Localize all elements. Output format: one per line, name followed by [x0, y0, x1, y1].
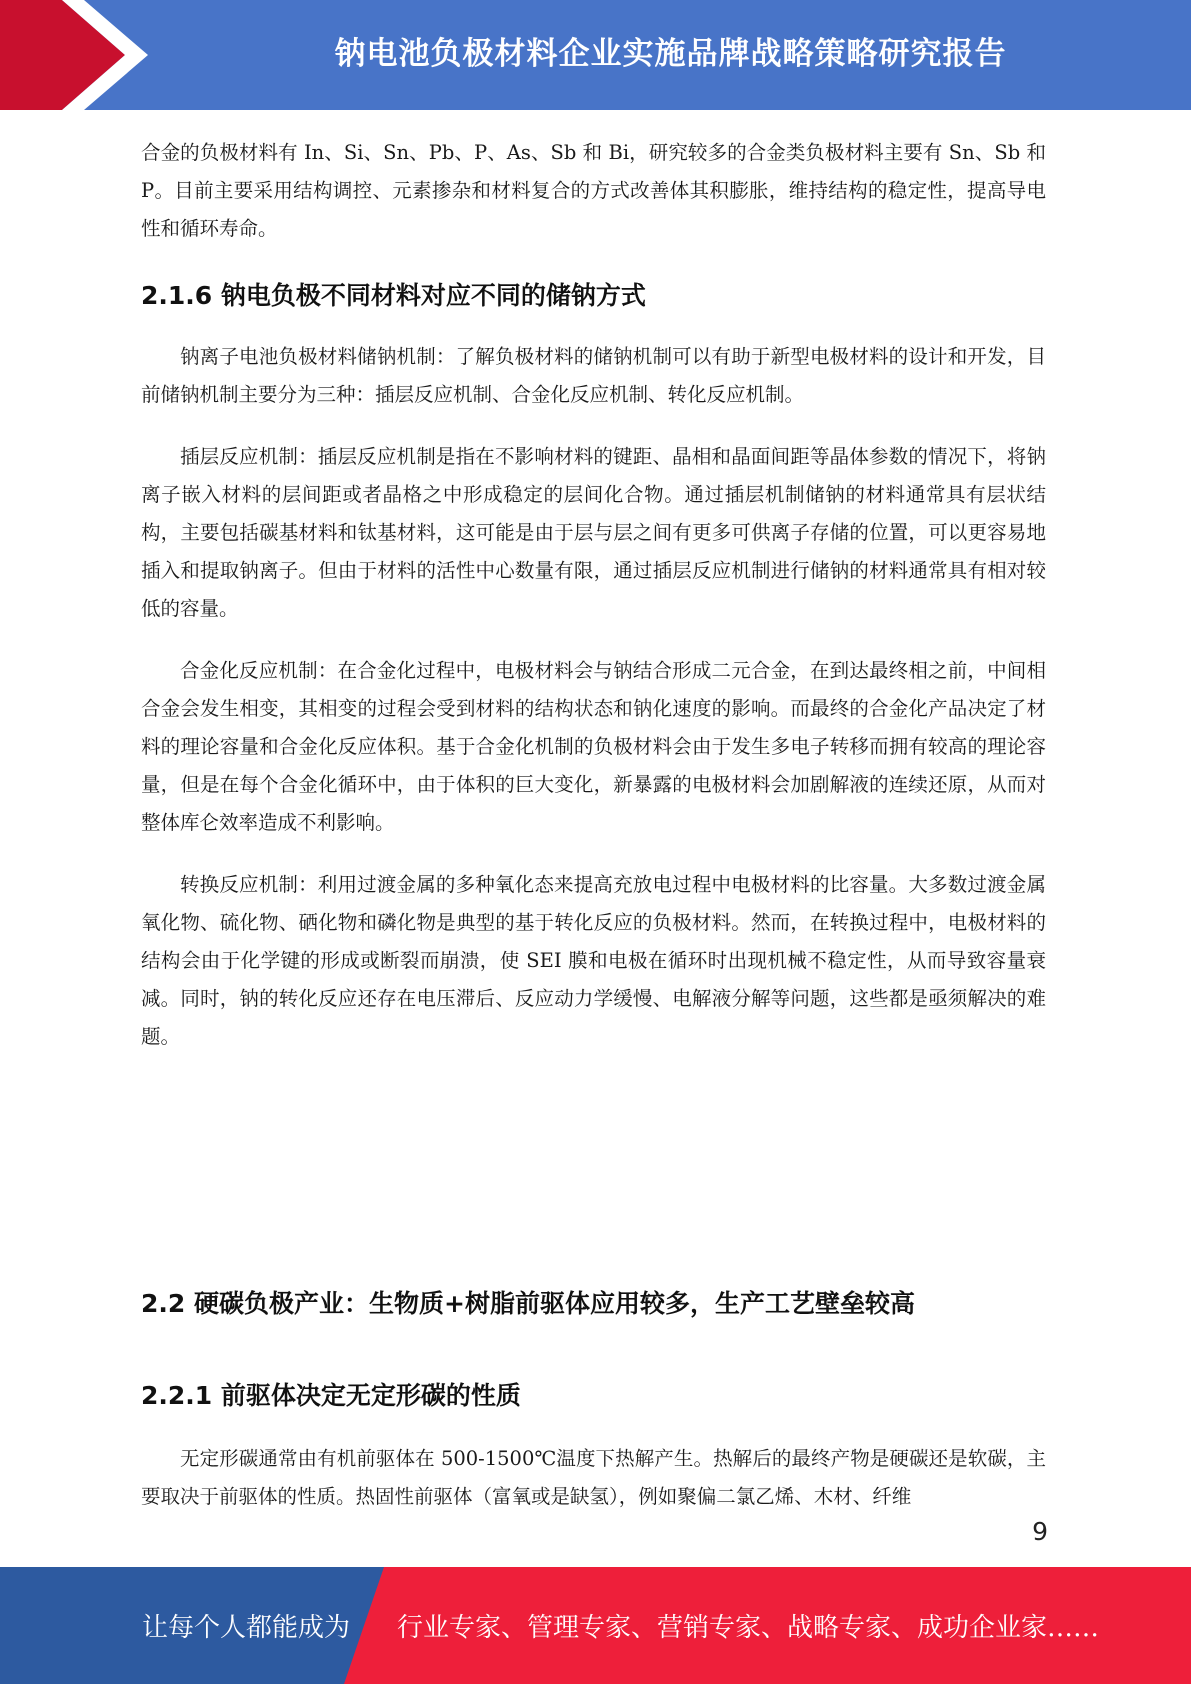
- paragraph-intercalation: 插层反应机制：插层反应机制是指在不影响材料的键距、晶相和晶面间距等晶体参数的情况下，将钠离子嵌入材料的层间距或者晶格之中形成稳定的层间化合物。通过插层机制储钠的材料通常具有层状结构，主要包括碳基材料和钛基材料，这可能是由于层与层之间有更多可供离子存储的位置，可以更容易地插入和提取钠离子。但由于材料的活性中心数量有限，通过插层反应机制进行储钠的材料通常具有相对较低的容量。: [141, 445, 1046, 620]
- document-body: [141, 134, 1046, 1516]
- page-header: [0, 0, 1191, 110]
- page-number: 9: [1032, 1517, 1048, 1546]
- footer-slogan-right: 行业专家、管理专家、营销专家、战略专家、成功企业家……: [397, 1613, 1100, 1643]
- section-heading-2-1-6: 2.1.6 钠电负极不同材料对应不同的储钠方式: [141, 281, 646, 310]
- footer-slogan-left: 让每个人都能成为: [142, 1613, 351, 1643]
- paragraph-conversion: 转换反应机制：利用过渡金属的多种氧化态来提高充放电过程中电极材料的比容量。大多数过渡金属氧化物、硫化物、硒化物和磷化物是典型的基于转化反应的负极材料。然而，在转换过程中，电极材料的结构会由于化学键的形成或断裂而崩溃，使 SEI 膜和电极在循环时出现机械不稳定性，从而导致容量衰减。同时，钠的转化反应还存在电压滞后、反应动力学缓慢、电解液分解等问题，这些都是亟须解决的难题。: [141, 873, 1046, 1048]
- page-footer: [0, 1567, 1191, 1684]
- paragraph-alloying: 合金化反应机制：在合金化过程中，电极材料会与钠结合形成二元合金，在到达最终相之前，中间相合金会发生相变，其相变的过程会受到材料的结构状态和钠化速度的影响。而最终的合金化产品决定了材料的理论容量和合金化反应体积。基于合金化机制的负极材料会由于发生多电子转移而拥有较高的理论容量，但是在每个合金化循环中，由于体积的巨大变化，新暴露的电极材料会加剧解液的连续还原，从而对整体库仑效率造成不利影响。: [141, 659, 1046, 834]
- section-heading-2-2-1: 2.2.1 前驱体决定无定形碳的性质: [141, 1381, 521, 1410]
- report-title: 钠电池负极材料企业实施品牌战略策略研究报告: [334, 35, 1007, 72]
- paragraph-amorphous-carbon: 无定形碳通常由有机前驱体在 500-1500℃温度下热解产生。热解后的最终产物是硬碳还是软碳，主要取决于前驱体的性质。热固性前驱体（富氧或是缺氢），例如聚偏二氯乙烯、木材、纤维: [141, 1447, 1046, 1508]
- paragraph-storage-mechanism: 钠离子电池负极材料储钠机制：了解负极材料的储钠机制可以有助于新型电极材料的设计和开发，目前储钠机制主要分为三种：插层反应机制、合金化反应机制、转化反应机制。: [141, 345, 1046, 406]
- paragraph-alloy-materials: 合金的负极材料有 In、Si、Sn、Pb、P、As、Sb 和 Bi，研究较多的合金类负极材料主要有 Sn、Sb 和 P。目前主要采用结构调控、元素掺杂和材料复合的方式改善体其积膨胀，维持结构的稳定性，提高导电性和循环寿命。: [141, 141, 1046, 240]
- section-heading-2-2: 2.2 硬碳负极产业：生物质+树脂前驱体应用较多，生产工艺壁垒较高: [141, 1289, 915, 1318]
